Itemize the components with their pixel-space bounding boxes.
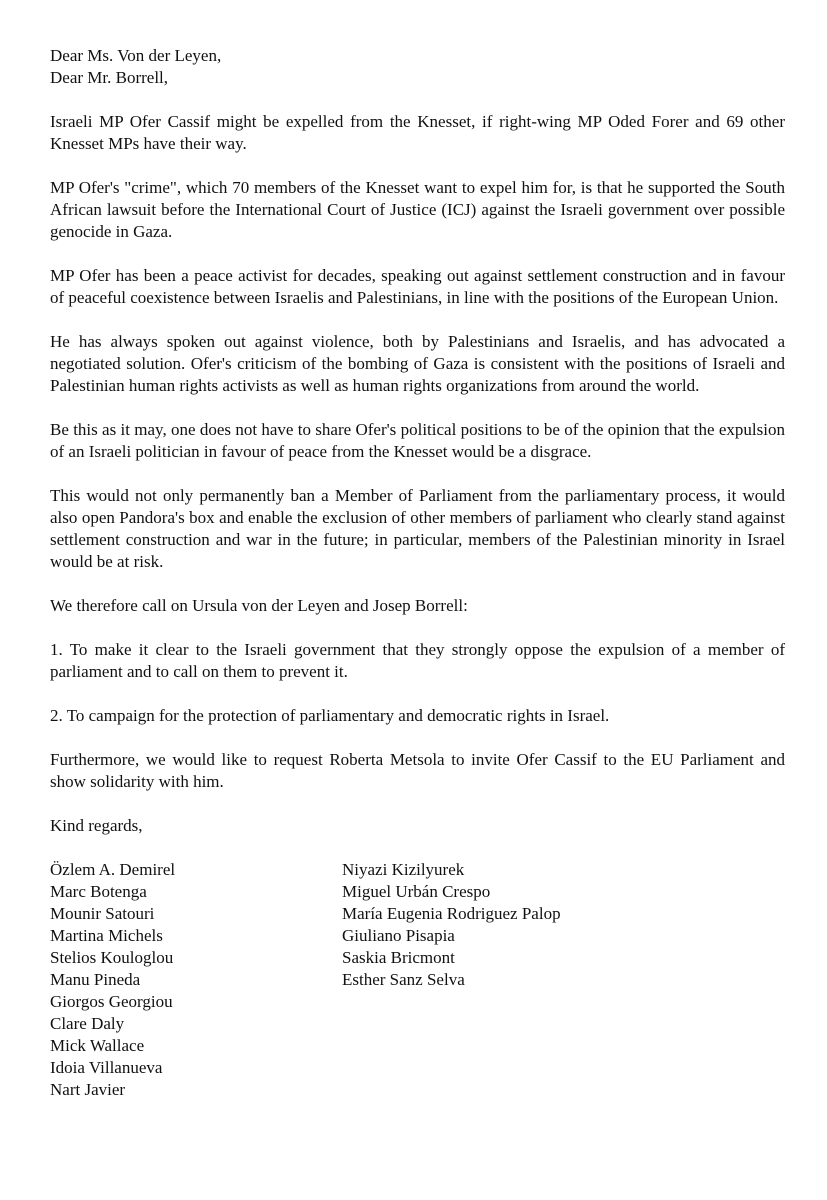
signatory-name: Clare Daly — [50, 1014, 125, 1033]
letter-paragraph: MP Ofer's "crime", which 70 members of the Knesset want to expel him for, is that he supported the South African lawsuit before the International Court of Justice (ICJ) against the Israeli government over possible genocide in Gaza. — [50, 178, 785, 241]
letter-paragraph: Furthermore, we would like to request Roberta Metsola to invite Ofer Cassif to the EU Parliament and show solidarity with him. — [50, 750, 785, 791]
demand-item: 2. To campaign for the protection of parliamentary and democratic rights in Israel. — [50, 706, 610, 725]
signatory-name: Mounir Satouri — [50, 904, 155, 923]
signatory-name: Giorgos Georgiou — [50, 992, 173, 1011]
signatory-name: Manu Pineda — [50, 970, 141, 989]
signatory-name: Stelios Kouloglou — [50, 948, 174, 967]
salutation-line: Dear Ms. Von der Leyen, — [50, 46, 222, 65]
signatory-name: Giuliano Pisapia — [342, 926, 455, 945]
signatory-name: Idoia Villanueva — [50, 1058, 163, 1077]
letter-paragraph: Israeli MP Ofer Cassif might be expelled from the Knesset, if right-wing MP Oded Forer and 69 other Knesset MPs have their way. — [50, 112, 785, 153]
letter-paragraph: We therefore call on Ursula von der Leyen and Josep Borrell: — [50, 596, 468, 615]
signatory-name: Martina Michels — [50, 926, 163, 945]
signatories — [50, 859, 785, 1101]
letter-page — [50, 45, 785, 1101]
signatories-right-column — [342, 859, 561, 1101]
signatory-name: Özlem A. Demirel — [50, 860, 176, 879]
letter-paragraph: Be this as it may, one does not have to share Ofer's political positions to be of the opinion that the expulsion of an Israeli politician in favour of peace from the Knesset would be a disgrace. — [50, 420, 785, 461]
letter-paragraph: He has always spoken out against violence, both by Palestinians and Israelis, and has advocated a negotiated solution. Ofer's criticism of the bombing of Gaza is consistent with the positions of Israeli and Palestinian human rights activists as well as human rights organizations from around the world. — [50, 332, 785, 395]
letter-paragraph: MP Ofer has been a peace activist for decades, speaking out against settlement construction and in favour of peaceful coexistence between Israelis and Palestinians, in line with the positions of the European Union. — [50, 266, 785, 307]
signatory-name: Saskia Bricmont — [342, 948, 455, 967]
signatory-name: Nart Javier — [50, 1080, 126, 1099]
signatory-name: Esther Sanz Selva — [342, 970, 465, 989]
signatory-name: María Eugenia Rodriguez Palop — [342, 904, 561, 923]
demand-item: 1. To make it clear to the Israeli government that they strongly oppose the expulsion of a member of parliament and to call on them to prevent it. — [50, 640, 785, 681]
letter-paragraph: This would not only permanently ban a Member of Parliament from the parliamentary process, it would also open Pandora's box and enable the exclusion of other members of parliament who clearly stand against settlement construction and war in the future; in particular, members of the Palestinian minority in Israel would be at risk. — [50, 486, 785, 571]
salutation-line: Dear Mr. Borrell, — [50, 68, 169, 87]
closing: Kind regards, — [50, 816, 143, 835]
salutation — [50, 45, 785, 89]
signatory-name: Miguel Urbán Crespo — [342, 882, 491, 901]
signatory-name: Marc Botenga — [50, 882, 147, 901]
signatory-name: Niyazi Kizilyurek — [342, 860, 465, 879]
signatories-left-column — [50, 859, 342, 1101]
signatory-name: Mick Wallace — [50, 1036, 145, 1055]
